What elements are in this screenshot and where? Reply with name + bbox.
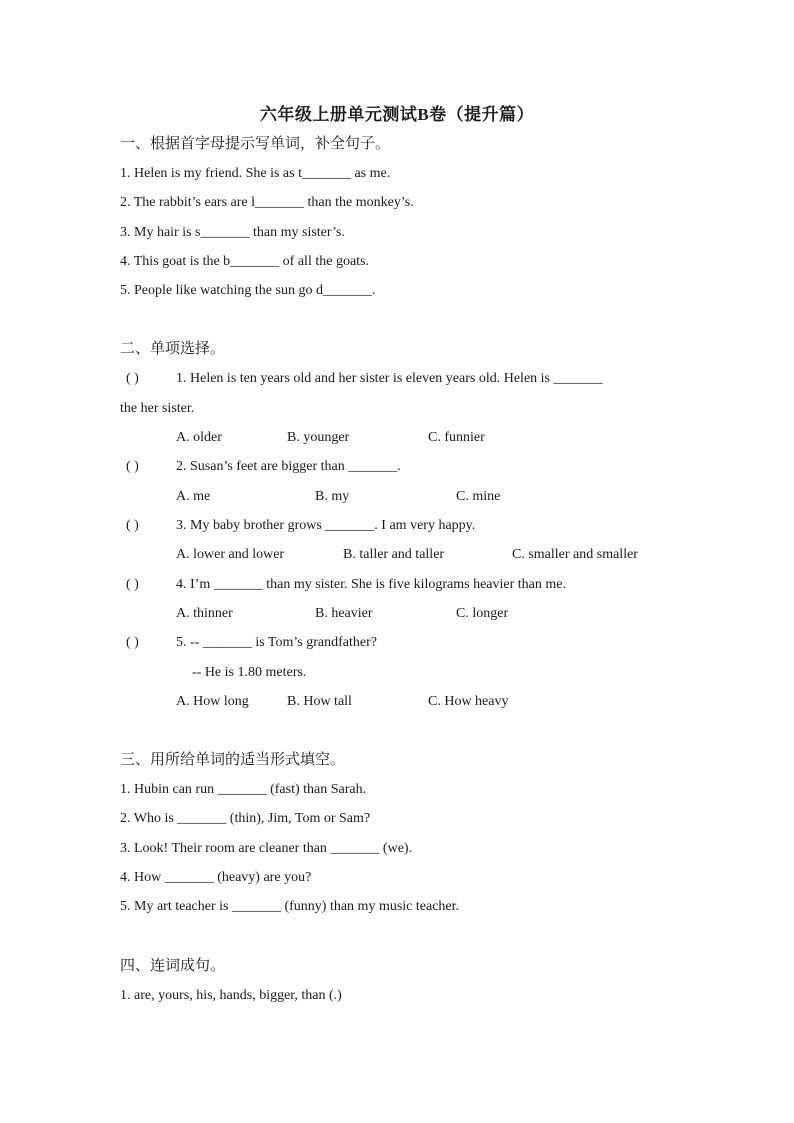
section1-item-5: 5. People like watching the sun go d_______. (120, 283, 376, 298)
q5-option-c: C. How heavy (428, 694, 509, 709)
q1-option-a: A. older (176, 430, 222, 445)
q2-option-b: B. my (315, 489, 350, 504)
q3-option-b: B. taller and taller (343, 547, 445, 562)
question-4-text: 4. I’m _______ than my sister. She is five kilograms heavier than me. (176, 577, 566, 592)
section1-item-1: 1. Helen is my friend. She is as t_______ as me. (120, 166, 391, 181)
section1-item-4: 4. This goat is the b_______ of all the goats. (120, 254, 369, 269)
answer-paren-q3[interactable]: ( ) (126, 518, 139, 533)
section3-heading: 三、用所给单词的适当形式填空。 (120, 752, 346, 768)
page-title: 六年级上册单元测试B卷（提升篇） (259, 105, 535, 124)
section2-heading: 二、单项选择。 (120, 341, 226, 357)
q1-option-c: C. funnier (428, 430, 485, 445)
section3-item-1: 1. Hubin can run _______ (fast) than Sarah. (120, 782, 367, 797)
q2-option-c: C. mine (456, 489, 501, 504)
question-3-text: 3. My baby brother grows _______. I am very happy. (176, 518, 476, 533)
answer-paren-q4[interactable]: ( ) (126, 577, 139, 592)
question-1-continuation: the her sister. (120, 401, 195, 416)
section4-heading: 四、连词成句。 (120, 958, 226, 974)
q2-option-a: A. me (176, 489, 211, 504)
section1-item-2: 2. The rabbit’s ears are l_______ than the monkey’s. (120, 195, 414, 210)
question-1-text: 1. Helen is ten years old and her sister is eleven years old. Helen is _______ (176, 371, 603, 386)
section3-item-5: 5. My art teacher is _______ (funny) than my music teacher. (120, 899, 460, 914)
section1-heading: 一、根据首字母提示写单词，补全句子。 (120, 136, 391, 152)
q3-option-c: C. smaller and smaller (512, 547, 638, 562)
q5-option-a: A. How long (176, 694, 249, 709)
q4-option-a: A. thinner (176, 606, 233, 621)
section3-item-4: 4. How _______ (heavy) are you? (120, 870, 312, 885)
answer-paren-q2[interactable]: ( ) (126, 459, 139, 474)
q5-option-b: B. How tall (287, 694, 352, 709)
question-5-continuation: -- He is 1.80 meters. (192, 665, 307, 680)
q1-option-b: B. younger (287, 430, 350, 445)
q3-option-a: A. lower and lower (176, 547, 285, 562)
answer-paren-q1[interactable]: ( ) (126, 371, 139, 386)
question-5-text: 5. -- _______ is Tom’s grandfather? (176, 635, 377, 650)
section1-item-3: 3. My hair is s_______ than my sister’s. (120, 225, 345, 240)
answer-paren-q5[interactable]: ( ) (126, 635, 139, 650)
q4-option-c: C. longer (456, 606, 509, 621)
section3-item-3: 3. Look! Their room are cleaner than _______ (we). (120, 841, 413, 856)
q4-option-b: B. heavier (315, 606, 373, 621)
section4-item-1: 1. are, yours, his, hands, bigger, than (.) (120, 988, 342, 1003)
section3-item-2: 2. Who is _______ (thin), Jim, Tom or Sam? (120, 811, 371, 826)
question-2-text: 2. Susan’s feet are bigger than _______. (176, 459, 401, 474)
